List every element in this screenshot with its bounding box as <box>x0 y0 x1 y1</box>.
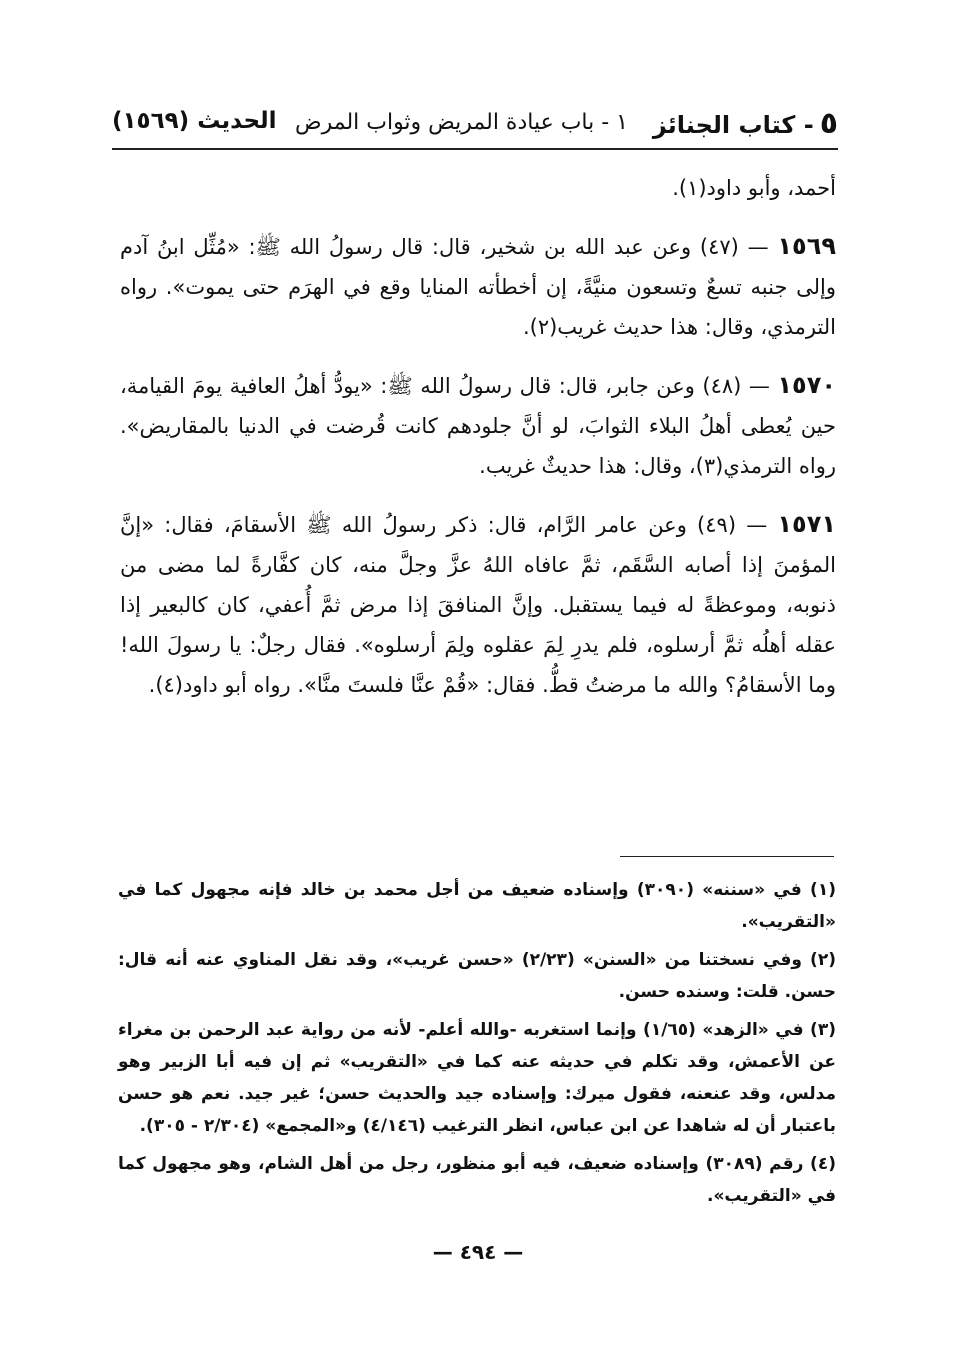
hadith-range: الحديث (١٥٦٩) <box>112 108 277 134</box>
hadith-text: — (٤٩) وعن عامر الرَّام، قال: ذكر رسولُ الله ﷺ الأسقامَ، فقال: «إنَّ المؤمنَ إذا أصابه السَّقَم، ثمَّ عافاه اللهُ عزَّ وجلَّ منه، كان كفَّارةً لما مضى من ذنوبه، وموعظةً له فيما يستقبل. وإنَّ المنافقَ إذا مرض ثمَّ أُعفي، كان كالبعير إذا عقله أهلُه ثمَّ أرسلوه، فلم يدرِ لِمَ عقلوه ولِمَ أرسلوه». فقال رجلٌ: يا رسولَ الله! وما الأسقامُ؟ والله ما مرضتُ قطُّ. فقال: «قُمْ عنَّا فلستَ منَّا». رواه أبو داود(٤). <box>120 513 836 697</box>
hadith-text: — (٤٨) وعن جابر، قال: قال رسولُ الله ﷺ: «يودُّ أهلُ العافية يومَ القيامة، حين يُعطى أهلُ البلاء الثوابَ، لو أنَّ جلودهم كانت قُرضت في الدنيا بالمقاريض». رواه الترمذي(٣)، وقال: هذا حديثٌ غريب. <box>120 374 836 478</box>
paragraph-text: أحمد، وأبو داود(١). <box>672 176 836 200</box>
hadith-1571 <box>120 504 836 705</box>
footnote-3: (٣) في «الزهد» (١/٦٥) وإنما استغربه -والله أعلم- لأنه من رواية عبد الرحمن بن مغراء عن الأعمش، وقد تكلم في حديثه عنه كما في «التقريب» ثم إن فيه أبا الزبير وهو مدلس، وقد عنعنه، فقول ميرك: وإسناده جيد والحديث حسن؛ غير جيد. نعم هو حسن باعتبار أن له شاهدا عن ابن عباس، انظر الترغيب (٤/١٤٦) و«المجمع» (٢/٣٠٤ - ٣٠٥). <box>118 1020 836 1136</box>
hadith-text: — (٤٧) وعن عبد الله بن شخير، قال: قال رسولُ الله ﷺ: «مُثِّل ابنُ آدم وإلى جنبه تسعٌ وتسعون منيَّةً، إن أخطأته المنايا وقع في الهرَم حتى يموت». رواه الترمذي، وقال: هذا حديث غريب(٢). <box>120 235 836 339</box>
chapter-name: - كتاب الجنائز <box>652 111 814 139</box>
chapter-number: ٥ <box>819 106 838 141</box>
footnote-1: (١) في «سننه» (٣٠٩٠) وإسناده ضعيف من أجل محمد بن خالد فإنه مجهول كما في «التقريب». <box>118 880 836 932</box>
footnotes <box>118 874 836 1218</box>
bab-title: ١ - باب عيادة المريض وثواب المرض <box>294 110 628 135</box>
footnote-4: (٤) رقم (٣٠٨٩) وإسناده ضعيف، فيه أبو منظور، رجل من أهل الشام، وهو مجهول كما في «التقريب». <box>118 1154 836 1206</box>
hadith-number: ١٥٦٩ <box>777 232 836 260</box>
paragraph-continuation <box>120 168 836 208</box>
running-header <box>112 104 838 150</box>
hadith-1570 <box>120 365 836 486</box>
main-text <box>120 168 836 723</box>
chapter-title <box>653 106 838 141</box>
footnote-2: (٢) وفي نسختنا من «السنن» (٢/٢٣) «حسن غريب»، وقد نقل المناوي عنه أنه قال: حسن. قلت: وسنده حسن. <box>118 950 836 1002</box>
hadith-number: ١٥٧١ <box>777 510 836 538</box>
footnote-separator <box>620 856 834 857</box>
page-number: — ٤٩٤ — <box>432 1240 524 1264</box>
hadith-1569 <box>120 226 836 347</box>
hadith-number: ١٥٧٠ <box>777 371 836 399</box>
